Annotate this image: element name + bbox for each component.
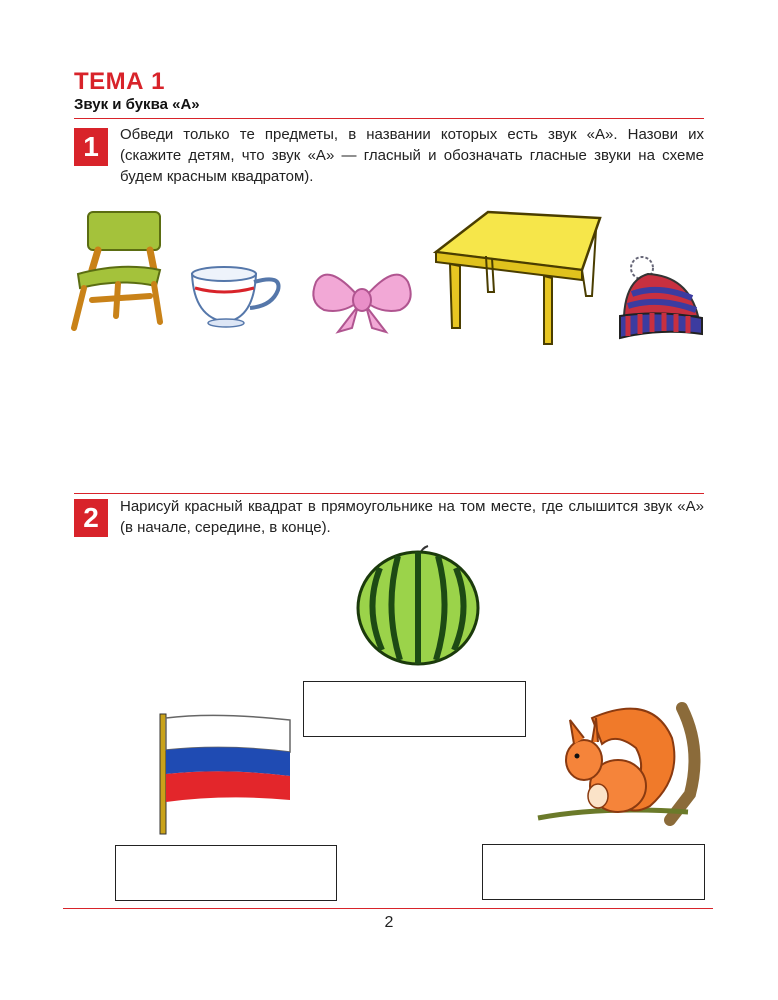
table-icon[interactable] [432,210,602,350]
cup-icon[interactable] [190,262,282,330]
task-1-text: Обведи только те предметы, в названии которых есть звук «А». Назови их (скажите детям, что звук «А» — гласный и обозначать гласные звуки на схеме будем красным квадратом). [120,126,704,185]
flag-icon[interactable] [156,712,296,836]
task-1-number: 1 [74,128,108,166]
answer-box-squirrel[interactable] [482,844,705,900]
page-subtitle: Звук и буква «А» [74,96,200,113]
task-2-number: 2 [74,499,108,537]
answer-box-watermelon[interactable] [303,681,526,737]
divider [74,493,704,494]
divider [74,118,704,119]
chair-icon[interactable] [72,210,167,330]
footer-divider [63,908,713,909]
answer-box-flag[interactable] [115,845,337,901]
task-2-text: Нарисуй красный квадрат в прямоугольнике на том месте, где слышится звук «А» (в начале, середине, в конце). [120,498,704,536]
page-title: ТЕМА 1 [74,68,166,95]
squirrel-icon[interactable] [532,698,698,832]
watermelon-icon[interactable] [356,546,482,666]
hat-icon[interactable] [618,254,704,344]
bow-icon[interactable] [308,262,416,334]
page-number: 2 [384,914,394,931]
